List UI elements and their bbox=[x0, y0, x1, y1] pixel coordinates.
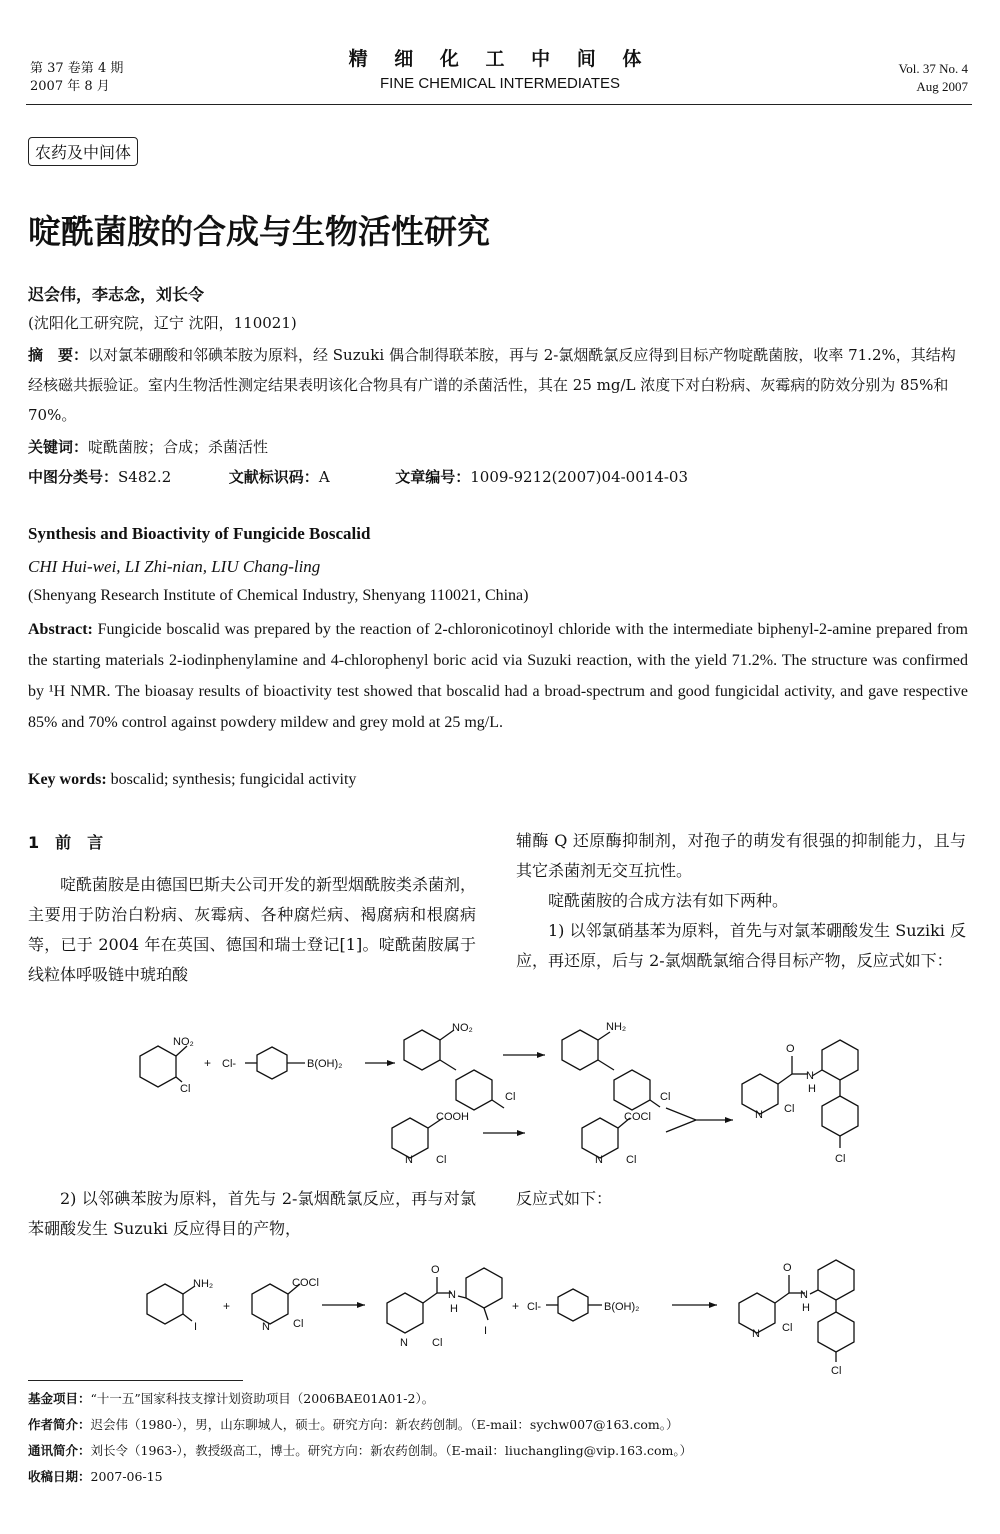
scheme1-n-label-3: N bbox=[806, 1070, 814, 1082]
scheme2-plus: + bbox=[223, 1299, 231, 1313]
scheme2-plus-2: + bbox=[512, 1299, 520, 1313]
clc-value: S482.2 bbox=[118, 468, 172, 486]
keywords-zh-text: 啶酰菌胺；合成；杀菌活性 bbox=[88, 438, 269, 456]
scheme1-h-label: H bbox=[808, 1083, 816, 1095]
scheme2-cl-label-3: Cl bbox=[782, 1322, 793, 1334]
scheme1-no2-label: NO₂ bbox=[173, 1036, 194, 1048]
header-rule bbox=[26, 104, 972, 105]
scheme2-cl-label-2: Cl bbox=[432, 1337, 443, 1349]
received-label: 收稿日期： bbox=[28, 1469, 91, 1484]
scheme1-cl-label-7: Cl bbox=[835, 1153, 846, 1165]
abstract-zh-text: 以对氯苯硼酸和邻碘苯胺为原料，经 Suzuki 偶合制得联苯胺，再与 2-氯烟酰氯反应得到目标产物啶酰菌胺，收率 71.2%，其结构经核磁共振验证。室内生物活性测定结果表明该化合物具有广谱的杀菌活性，其在 25 mg/L 浓度下对白粉病、灰霉病的防效分别为 85%和 70%。 bbox=[28, 346, 956, 424]
footnote-author bbox=[28, 1415, 678, 1433]
paper-title: 啶酰菌胺的合成与生物活性研究 bbox=[28, 212, 490, 251]
scheme2-n-label-2: N bbox=[448, 1289, 456, 1301]
scheme1-n-label-4: N bbox=[755, 1109, 763, 1121]
scheme1-n-label-2: N bbox=[595, 1154, 603, 1166]
scheme2-nh2-label: NH₂ bbox=[193, 1278, 214, 1290]
reaction-scheme-2 bbox=[0, 1250, 1000, 1380]
footnote-fund bbox=[28, 1389, 434, 1407]
author-bio-label: 作者简介： bbox=[28, 1417, 91, 1432]
scheme2-n-label-5: N bbox=[752, 1328, 760, 1340]
scheme1-cocl-label: COCl bbox=[624, 1111, 651, 1123]
scheme1-boh2-label: B(OH)₂ bbox=[307, 1058, 343, 1070]
scheme2-h-label: H bbox=[450, 1303, 458, 1315]
keywords-zh bbox=[28, 432, 968, 462]
fund-text: “十一五”国家科技支撑计划资助项目（2006BAE01A01-2）。 bbox=[90, 1391, 435, 1406]
authors-zh: 迟会伟，李志念，刘长令 bbox=[28, 285, 205, 304]
affiliation-zh: (沈阳化工研究院，辽宁 沈阳，110021) bbox=[28, 314, 297, 332]
authors-en: CHI Hui-wei, LI Zhi-nian, LIU Chang-ling bbox=[28, 557, 321, 576]
intro-right-column bbox=[516, 826, 966, 976]
column-tag: 农药及中间体 bbox=[28, 137, 138, 166]
scheme1-cl-label-4: Cl bbox=[436, 1154, 447, 1166]
abstract-zh-label: 摘 要： bbox=[28, 346, 89, 364]
affiliation-en: (Shenyang Research Institute of Chemical Industry, Shenyang 110021, China) bbox=[28, 587, 529, 604]
intro-left-paragraph: 啶酰菌胺是由德国巴斯夫公司开发的新型烟酰胺类杀菌剂，主要用于防治白粉病、灰霉病、各种腐烂病、褐腐病和根腐病等，已于 2004 年在英国、德国和瑞士登记[1]。啶酰菌胺属于线粒体呼吸链中琥珀酸 bbox=[28, 875, 477, 984]
article-no-label: 文章编号： bbox=[395, 468, 471, 486]
scheme2-i-label-2: I bbox=[484, 1325, 488, 1337]
intro-right-para1: 辅酶 Q 还原酶抑制剂，对孢子的萌发有很强的抑制能力，且与其它杀菌剂无交互抗性。 bbox=[516, 831, 966, 880]
scheme1-cl-label-5: Cl bbox=[626, 1154, 637, 1166]
scheme1-cl-label-2: Cl bbox=[505, 1091, 516, 1103]
fund-label: 基金项目： bbox=[28, 1391, 91, 1406]
issue-info-en bbox=[899, 60, 968, 96]
scheme1-cl-dash: Cl- bbox=[222, 1058, 237, 1070]
issue-date-en: Aug 2007 bbox=[916, 79, 968, 94]
scheme2-n-label-4: N bbox=[800, 1289, 808, 1301]
route2-description: 2) 以邻碘苯胺为原料，首先与 2-氯烟酰氯反应，再与对氯苯硼酸发生 Suzuki 反应得目的产物， bbox=[28, 1189, 476, 1238]
volume-issue-en: Vol. 37 No. 4 bbox=[898, 61, 968, 76]
scheme2-o-label: O bbox=[431, 1264, 440, 1276]
issue-date: 2007 年 8 月 bbox=[30, 79, 110, 94]
abstract-en-text: Fungicide boscalid was prepared by the reaction of 2-chloronicotinoyl chloride with the intermediate biphenyl-2-amine prepared from the starting materials 2-iodinphenylamine and 4-chlorophenyl boric acid via Suzuki reaction, with the yield 71.2%. The structure was confirmed by ¹H NMR. The bioasay results of bioactivity test showed that boscalid had a broad-spectrum and good fungicidal activity, and gave respective 85% and 70% control against powdery mildew and grey mold at 25 mg/L. bbox=[28, 621, 969, 731]
scheme2-boh2-label: B(OH)₂ bbox=[604, 1301, 640, 1313]
scheme2-n-label-3: N bbox=[400, 1337, 408, 1349]
scheme1-cl-label: Cl bbox=[180, 1083, 191, 1095]
keywords-en-text: boscalid; synthesis; fungicidal activity bbox=[110, 771, 357, 788]
scheme2-cocl-label: COCl bbox=[292, 1277, 319, 1289]
route2-description-right: 反应式如下： bbox=[516, 1189, 613, 1208]
scheme1-cl-label-6: Cl bbox=[784, 1103, 795, 1115]
journal-title-en: FINE CHEMICAL INTERMEDIATES bbox=[379, 75, 621, 92]
scheme1-n-label: N bbox=[405, 1154, 413, 1166]
doc-code-label: 文献标识码： bbox=[228, 468, 319, 486]
section-heading: 1 前 言 bbox=[28, 833, 104, 852]
journal-masthead bbox=[0, 44, 1000, 92]
clc-label: 中图分类号： bbox=[28, 468, 119, 486]
keywords-zh-label: 关键词： bbox=[28, 438, 89, 456]
article-no-value: 1009-9212(2007)04-0014-03 bbox=[470, 468, 689, 486]
scheme1-cl-label-3: Cl bbox=[660, 1091, 671, 1103]
scheme1-cooh-label: COOH bbox=[436, 1111, 469, 1123]
scheme2-h-label-2: H bbox=[802, 1302, 810, 1314]
abstract-en bbox=[28, 614, 968, 738]
intro-right-para2: 啶酰菌胺的合成方法有如下两种。 bbox=[548, 891, 789, 910]
scheme2-n-label: N bbox=[262, 1321, 270, 1333]
scheme2-i-label: I bbox=[194, 1321, 198, 1333]
scheme2-cl-label: Cl bbox=[293, 1318, 304, 1330]
scheme2-o-label-2: O bbox=[783, 1262, 792, 1274]
journal-title-zh: 精 细 化 工 中 间 体 bbox=[348, 48, 652, 70]
scheme2-cl-label-4: Cl bbox=[831, 1365, 842, 1377]
scheme1-o-label: O bbox=[786, 1043, 795, 1055]
received-date: 2007-06-15 bbox=[90, 1469, 163, 1484]
keywords-en bbox=[28, 771, 356, 789]
abstract-en-label: Abstract: bbox=[28, 621, 93, 638]
abstract-zh bbox=[28, 340, 968, 430]
footnote-received bbox=[28, 1467, 163, 1485]
keywords-en-label: Key words: bbox=[28, 771, 107, 788]
reaction-scheme-1 bbox=[0, 1010, 1000, 1180]
doc-code-value: A bbox=[318, 468, 330, 486]
scheme1-no2-label-2: NO₂ bbox=[452, 1022, 473, 1034]
route1-description: 1) 以邻氯硝基苯为原料，首先与对氯苯硼酸发生 Suziki 反应，再还原，后与 2-氯烟酰氯缩合得目标产物，反应式如下： bbox=[516, 921, 966, 970]
classification-line bbox=[28, 462, 968, 492]
footnote-corresponding bbox=[28, 1441, 692, 1459]
scheme2-cl-dash: Cl- bbox=[527, 1301, 542, 1313]
corresponding-label: 通讯简介： bbox=[28, 1443, 91, 1458]
author-bio-text: 迟会伟（1980-），男，山东聊城人，硕士。研究方向：新农药创制。（E-mail：sychw007@163.com。） bbox=[90, 1417, 679, 1432]
scheme1-nh2-label: NH₂ bbox=[606, 1021, 627, 1033]
volume-issue: 第 37 卷第 4 期 bbox=[30, 61, 124, 76]
paper-title-en: Synthesis and Bioactivity of Fungicide Boscalid bbox=[28, 524, 371, 543]
corresponding-text: 刘长令（1963-），教授级高工，博士。研究方向：新农药创制。（E-mail：liuchangling@vip.163.com。） bbox=[90, 1443, 693, 1458]
scheme1-plus: + bbox=[204, 1056, 212, 1070]
footnote-rule bbox=[28, 1380, 243, 1381]
